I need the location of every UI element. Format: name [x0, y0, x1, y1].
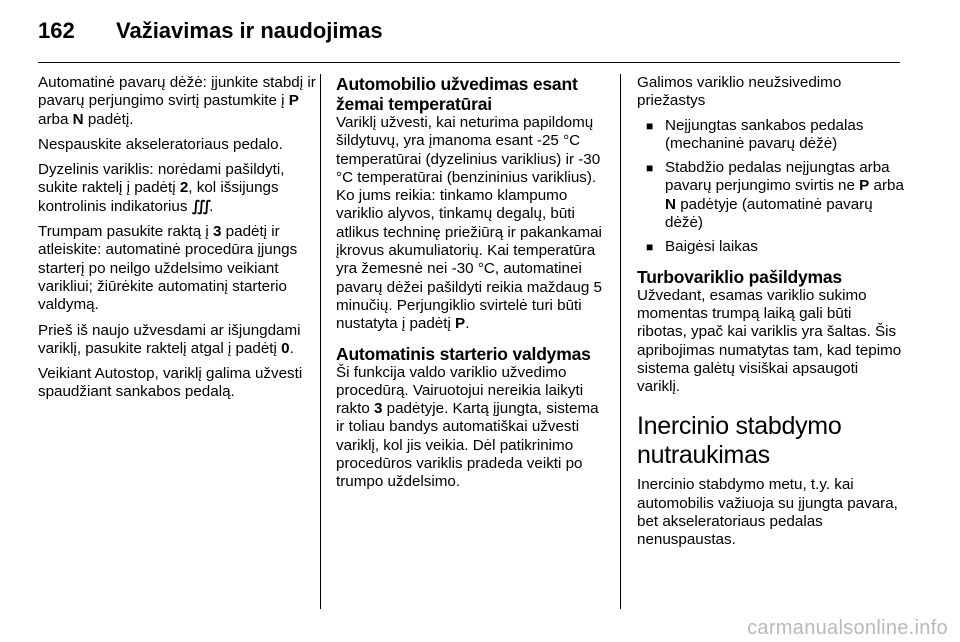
paragraph-failure-causes: Galimos variklio neužsivedimo priežastys — [637, 74, 842, 110]
paragraph-coasting-cutoff: Inercinio stabdymo metu, t.y. kai automobilis važiuoja su įjungta pavara, bet akseleratoriaus pedalas nenuspaustas. — [637, 476, 898, 549]
heading-low-temperature-start: Automobilio užvedimas esant žemai temperatūrai — [336, 74, 578, 114]
column-divider-2 — [620, 74, 621, 609]
bullet-icon: ■ — [646, 240, 654, 255]
list-item: ■ Stabdžio pedalas neįjungtas arba pavarų perjungimo svirtis ne P arba N padėtyje (automatinė pavarų dėžė) — [646, 159, 904, 232]
paragraph-low-temperature: Variklį užvesti, kai neturima papildomų šildytuvų, yra įmanoma esant -25 °C temperatūrai (dyzelinius variklius) ir -30 °C temperatūrai (benzininius variklius). Ko jums reikia: tinkamo klampumo variklio alyvos, tinkamų degalų, būti atlikus techninę priežiūrą ir pakankamai įkrovus akumuliatorių. Kai temperatūra yra žemesnė nei -30 °C, automatinei pavarų dėžei pašildyti reikia maždaug 5 minučių. Perjungiklio svirtelė turi būti nustatyta į padėtį P. — [336, 114, 602, 333]
section-title: Važiavimas ir naudojimas — [116, 18, 383, 43]
list-item: ■ Baigėsi laikas — [646, 238, 758, 256]
page-number: 162 — [38, 18, 75, 43]
glow-plug-indicator-icon: ∭ — [191, 197, 210, 215]
column-3 — [637, 74, 905, 557]
paragraph-gear-selection: Automatinė pavarų dėžė: įjunkite stabdį ir pavarų perjungimo svirtį pastumkite į P arba N padėtį. — [38, 74, 316, 128]
watermark: carmanualsonline.info — [747, 617, 948, 639]
list-item: ■ Neįjungtas sankabos pedalas (mechaninė pavarų dėžė) — [646, 116, 864, 152]
column-1 — [38, 74, 318, 409]
paragraph-autostop: Veikiant Autostop, variklį galima užvesti spaudžiant sankabos pedalą. — [38, 365, 303, 401]
paragraph-automatic-starter: Ši funkcija valdo variklio užvedimo procedūrą. Vairuotojui nereikia laikyti rakto 3 padėtyje. Kartą įjungta, sistema ir toliau bandys automatiškai užvesti variklį, kol jis veikia. Dėl patikrinimo procedūros variklis pradeda veikti po trumpo uždelsimo. — [336, 363, 599, 491]
paragraph-accelerator: Nespauskite akseleratoriaus pedalo. — [38, 135, 283, 153]
column-divider-1 — [320, 74, 321, 609]
paragraph-diesel-preheat: Dyzelinis variklis: norėdami pašildyti, sukite raktelį į padėtį 2, kol išsijungs kontrolinis indikatorius ∭. — [38, 161, 285, 215]
heading-turbo-warmup: Turbovariklio pašildymas — [637, 266, 842, 287]
heading-automatic-starter: Automatinis starterio valdymas — [336, 343, 591, 364]
bullet-icon: ■ — [646, 118, 654, 133]
bullet-icon: ■ — [646, 161, 654, 176]
column-2 — [336, 74, 608, 499]
paragraph-turn-key: Trumpam pasukite raktą į 3 padėtį ir atleiskite: automatinė procedūra įjungs starterį po neilgo uždelsimo veikiant varikliui; žiūrėkite automatinį starterio valdymą. — [38, 223, 298, 314]
failure-causes-list — [637, 117, 905, 257]
heading-coasting-cutoff: Inercinio stabdymo nutraukimas — [637, 412, 842, 470]
paragraph-restart: Prieš iš naujo užvesdami ar išjungdami variklį, pasukite raktelį atgal į padėtį 0. — [38, 321, 301, 357]
header-divider — [38, 62, 900, 63]
paragraph-turbo-warmup: Užvedant, esamas variklio sukimo momentas trumpą laiką gali būti ribotas, ypač kai variklis yra šaltas. Šis apribojimas numatytas tam, kad tepimo sistema galėtų visiškai apsaugoti variklį. — [637, 286, 902, 396]
page-header — [0, 0, 960, 62]
